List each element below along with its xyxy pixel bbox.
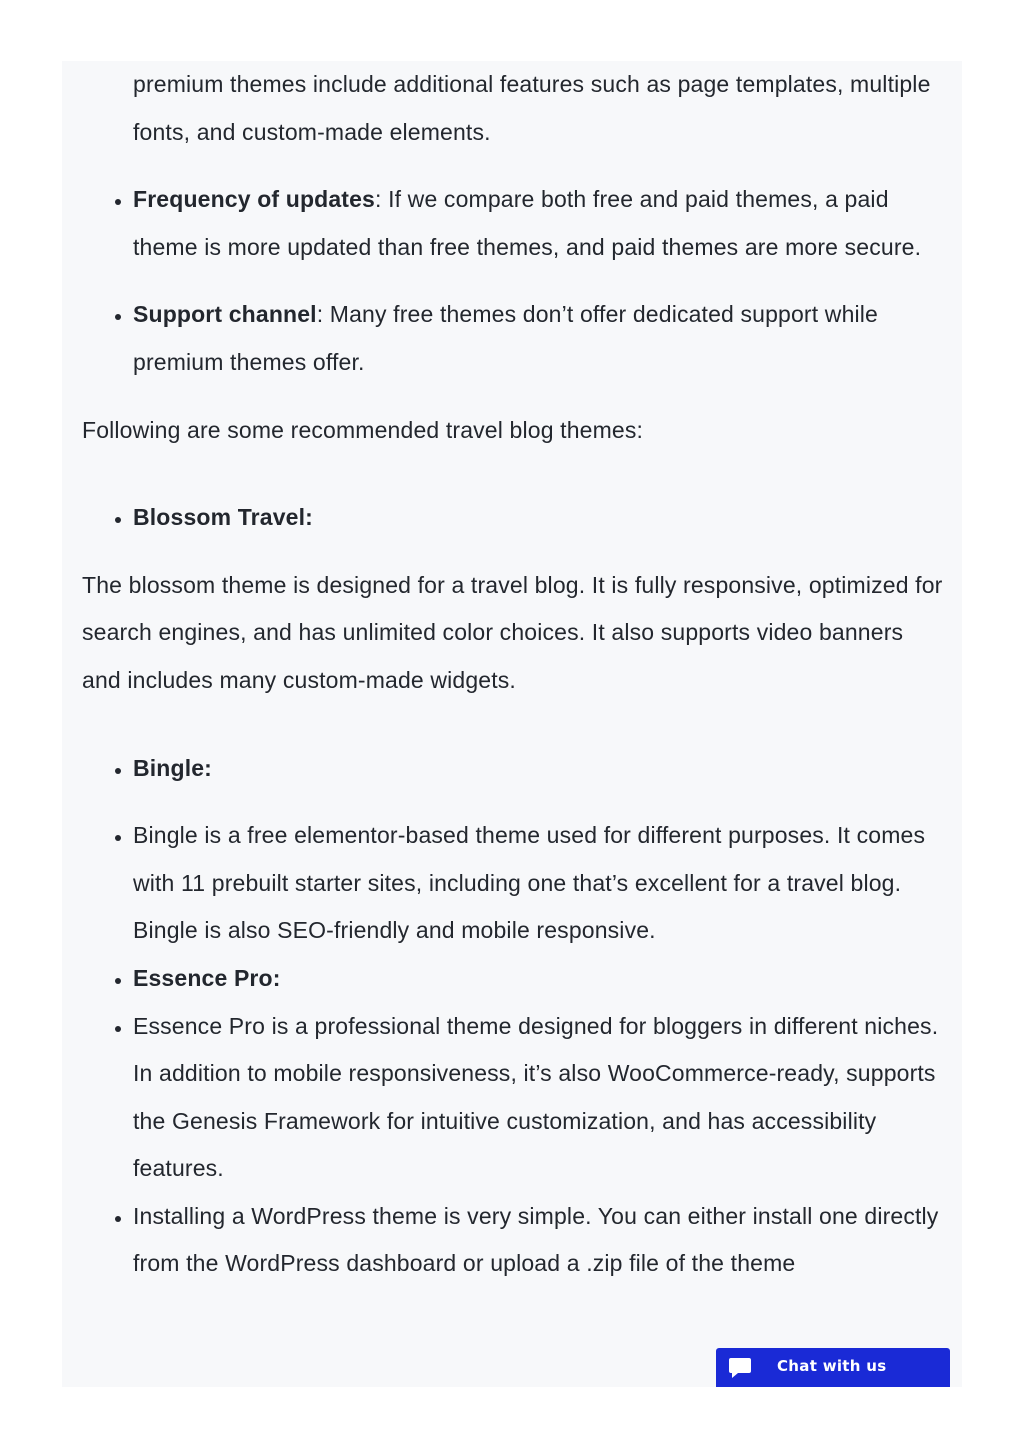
list-item bbox=[133, 61, 948, 156]
list-item-text: : If we compare both free and paid themes, a paid theme is more updated than free themes, and paid themes are more secure. bbox=[133, 186, 922, 260]
list-item-frequency-of-updates bbox=[133, 176, 948, 271]
list-item-title: Support channel bbox=[133, 301, 317, 328]
theme-heading-essence-pro: • Essence Pro: bbox=[133, 955, 948, 1003]
theme-heading-list bbox=[82, 745, 948, 793]
list-item-text: premium themes include additional features such as page templates, multiple fonts, and custom-made elements. bbox=[133, 71, 931, 145]
article-content bbox=[62, 61, 962, 1387]
list-item-support-channel bbox=[133, 291, 948, 386]
essence-pro-description: • Essence Pro is a professional theme designed for bloggers in different niches. In addition to mobile responsiveness, it’s also WooCommerce-ready, supports the Genesis Framework for intuitive customization, and has accessibility features. bbox=[133, 1003, 948, 1193]
theme-heading-blossom-travel: • Blossom Travel: bbox=[133, 494, 948, 542]
feature-list-continuation bbox=[82, 61, 948, 156]
bingle-description: • Bingle is a free elementor-based theme used for different purposes. It comes with 11 prebuilt starter sites, including one that’s excellent for a travel blog. Bingle is also SEO-friendly and mobile responsive. bbox=[133, 812, 948, 955]
chat-with-us-label: Chat with us bbox=[777, 1357, 887, 1375]
list-item-title: Frequency of updates bbox=[133, 186, 375, 213]
chat-with-us-button[interactable] bbox=[716, 1348, 950, 1387]
article-body bbox=[82, 61, 948, 1288]
chat-bubble-icon bbox=[728, 1357, 752, 1379]
theme-heading-bingle: • Bingle: bbox=[133, 745, 948, 793]
installing-theme-item: • Installing a WordPress theme is very simple. You can either install one directly from the WordPress dashboard or upload a .zip file of the theme bbox=[133, 1193, 948, 1288]
blossom-description: The blossom theme is designed for a travel blog. It is fully responsive, optimized for search engines, and has unlimited color choices. It also supports video banners and includes many custom-made widgets. bbox=[82, 571, 943, 693]
theme-heading-list bbox=[82, 494, 948, 542]
theme-detail-list bbox=[82, 812, 948, 1288]
comparison-list bbox=[82, 176, 948, 386]
themes-intro-paragraph: Following are some recommended travel blog themes: bbox=[82, 416, 644, 443]
list-item-text: : Many free themes don’t offer dedicated support while premium themes offer. bbox=[133, 301, 878, 375]
